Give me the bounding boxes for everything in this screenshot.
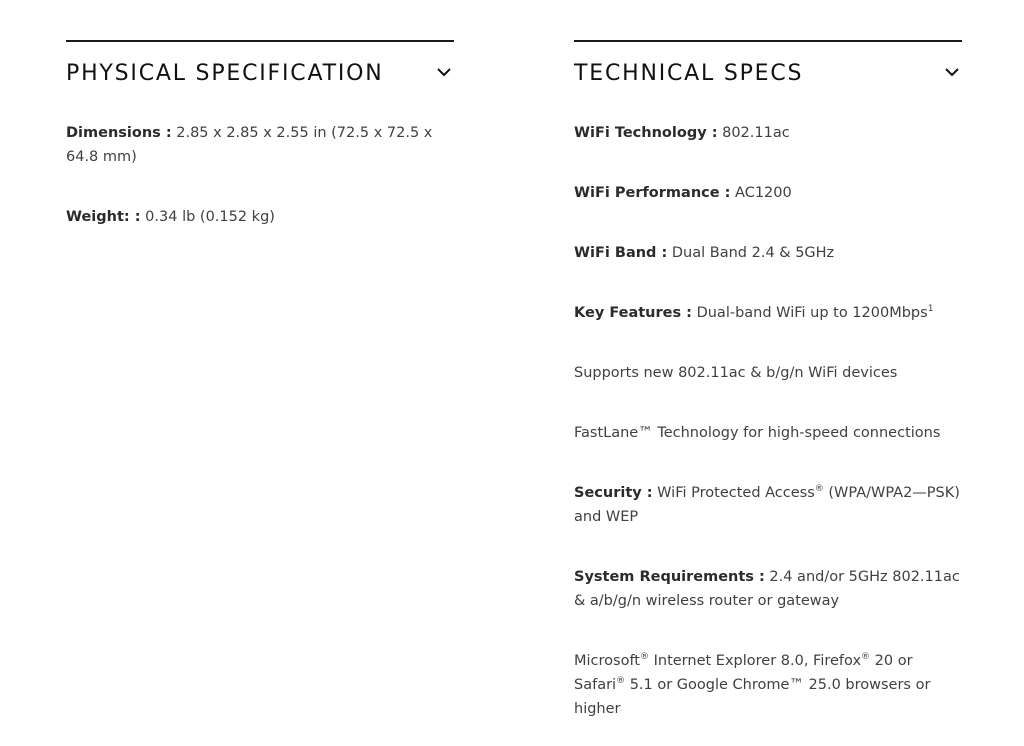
chevron-down-icon[interactable] xyxy=(944,66,960,78)
browser-text: 5.1 or Google Chrome™ 25.0 browsers or higher xyxy=(574,677,931,717)
system-requirements-label: System Requirements : xyxy=(574,569,765,585)
dimensions-value: 2.85 x 2.85 x 2.55 in (72.5 x 72.5 x 64.8 mm) xyxy=(66,125,433,165)
chevron-down-icon[interactable] xyxy=(436,66,452,78)
wifi-performance-label: WiFi Performance : xyxy=(574,185,731,201)
security-value-cont: (WPA/WPA2—PSK) and WEP xyxy=(574,485,960,525)
weight-row xyxy=(66,205,454,229)
browser-text: Internet Explorer 8.0, Firefox xyxy=(653,653,862,669)
feature-item: Supports new 802.11ac & b/g/n WiFi devices xyxy=(574,365,898,381)
weight-value: 0.34 lb (0.152 kg) xyxy=(145,209,275,225)
registered-mark: ® xyxy=(861,652,871,663)
physical-spec-list xyxy=(66,121,454,229)
wifi-technology-label: WiFi Technology : xyxy=(574,125,718,141)
technical-spec-header[interactable] xyxy=(574,40,962,104)
browser-text: 20 or Safari xyxy=(574,653,913,693)
physical-spec-header[interactable] xyxy=(66,40,454,104)
wifi-band-value: Dual Band 2.4 & 5GHz xyxy=(671,245,835,261)
system-requirements-row xyxy=(574,565,962,613)
wifi-performance-row xyxy=(574,181,962,205)
security-row xyxy=(574,481,962,529)
wifi-band-label: WiFi Band : xyxy=(574,245,668,261)
physical-spec-title: PHYSICAL SPECIFICATION xyxy=(66,61,384,86)
browser-text: Microsoft xyxy=(574,653,640,669)
weight-label: Weight: : xyxy=(66,209,141,225)
system-requirements-value: 2.4 and/or 5GHz 802.11ac & a/b/g/n wireless router or gateway xyxy=(574,569,960,609)
registered-mark: ® xyxy=(640,652,649,663)
dimensions-row xyxy=(66,121,454,169)
registered-mark: ® xyxy=(814,484,824,495)
wifi-performance-value: AC1200 xyxy=(735,185,792,201)
registered-mark: ® xyxy=(616,676,626,687)
security-label: Security : xyxy=(574,485,653,501)
technical-spec-section xyxy=(574,40,962,721)
technical-spec-title: TECHNICAL SPECS xyxy=(574,61,804,86)
footnote-marker: 1 xyxy=(927,304,934,315)
wifi-technology-row xyxy=(574,121,962,145)
key-features-value: Dual-band WiFi up to 1200Mbps xyxy=(696,305,928,321)
wifi-technology-value: 802.11ac xyxy=(722,125,790,141)
feature-item: FastLane™ Technology for high-speed connections xyxy=(574,425,941,441)
security-value: WiFi Protected Access xyxy=(657,485,815,501)
dimensions-label: Dimensions : xyxy=(66,125,172,141)
physical-spec-section xyxy=(66,40,454,229)
browser-requirements-row xyxy=(574,649,962,721)
technical-spec-list xyxy=(574,121,962,721)
key-features-label: Key Features : xyxy=(574,305,692,321)
key-features-row xyxy=(574,301,962,325)
wifi-band-row xyxy=(574,241,962,265)
